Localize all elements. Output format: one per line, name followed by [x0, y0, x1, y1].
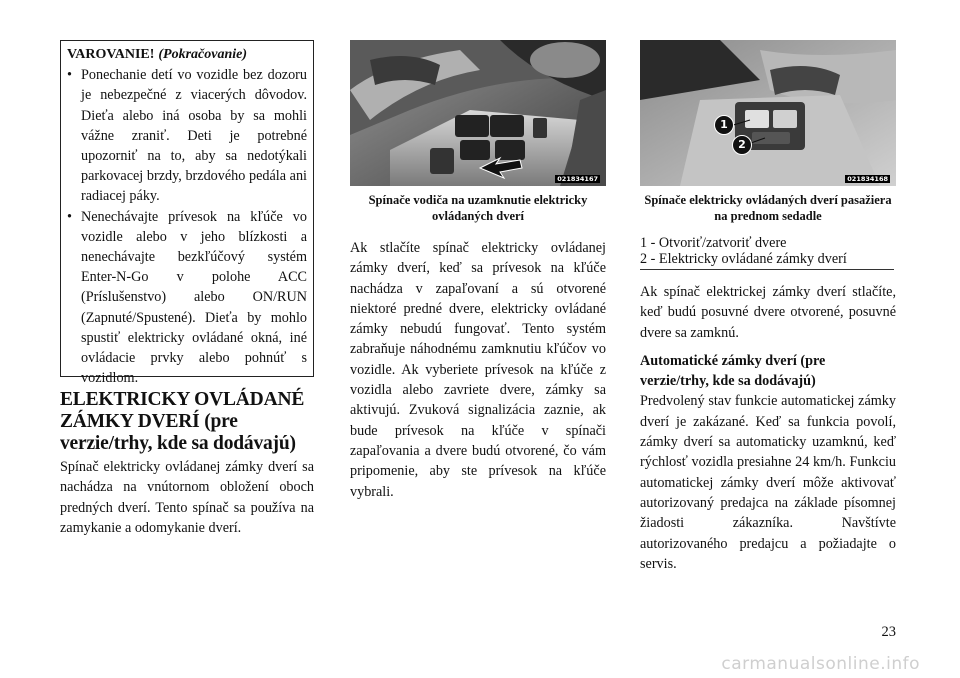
legend-item-1: 1 - Otvoriť/zatvoriť dvere: [640, 235, 787, 251]
warning-list: [67, 65, 307, 388]
driver-door-switch-photo: [350, 40, 606, 186]
figure-legend: [640, 236, 896, 270]
page-number: 23: [881, 624, 896, 640]
warning-box: [60, 40, 314, 387]
passenger-door-switch-photo: [640, 40, 896, 186]
figure-code: 021834167: [557, 175, 598, 183]
warning-title-text: VAROVANIE!: [67, 47, 155, 62]
column-right: [640, 40, 896, 574]
passenger-door-panel-illustration: [640, 40, 896, 186]
warning-item: • Ponechanie detí vo vozidle bez dozoru je nebezpečné z viacerých dôvodov. Dieťa alebo iná osoba by sa mohli vážne zraniť. Deti je potrebné upozorniť na to, aby sa nedotýkali parkovacej brzdy, brzdového pedála ani radiacej páky.: [67, 65, 307, 206]
warning-continued: (Pokračovanie): [158, 47, 248, 62]
figure-code: 021834168: [847, 175, 888, 183]
auto-locks-heading: Automatické zámky dverí (pre verzie/trhy, kde sa dodávajú): [640, 352, 826, 390]
callout-1: 1: [714, 115, 734, 135]
watermark: carmanualsonline.info: [721, 654, 920, 674]
sliding-door-text: Ak spínač elektrickej zámky dverí stlačíte, keď budú posuvné dvere otvorené, posuvné dvere sa zamknú.: [640, 284, 896, 341]
column-left: [60, 40, 314, 538]
legend-item-2: 2 - Elektricky ovládané zámky dverí: [640, 250, 847, 267]
section-intro: Spínač elektricky ovládanej zámky dverí sa nachádza na vnútornom obložení oboch predných dverí. Tento spínač sa používa na zamykanie a odomykanie dverí.: [60, 459, 314, 536]
warning-item: • Nenechávajte prívesok na kľúče vo vozidle alebo v jeho blízkosti a nenechávajte bezkľúčový systém Enter-N-Go v polohe ACC (Príslušenstvo) alebo ON/RUN (Zapnuté/Spustené). Dieťa by mohlo spustiť elektricky ovládané okná, iné ovládacie prvky alebo pohnúť s vozidlom.: [67, 207, 307, 389]
callout-2: 2: [732, 135, 752, 155]
auto-locks-text: Predvolený stav funkcie automatickej zámky dverí je zakázané. Keď sa funkcia povolí, zámky dverí sa automaticky uzamknú, keď rýchlosť vozidla presiahne 24 km/h. Funkciu automatickej zámky dverí môže aktivovať autorizovaný predajca na základe písomnej žiadosti zákazníka. Navštívte autorizovaného predajcu a požiadajte o servis.: [640, 393, 896, 572]
figure-caption: Spínače vodiča na uzamknutie elektricky ovládaných dverí: [368, 193, 588, 223]
warning-title: [67, 45, 307, 65]
figure-caption: Spínače elektricky ovládaných dverí pasažiera na prednom sedadle: [644, 193, 892, 223]
section-heading: ELEKTRICKY OVLÁDANÉ ZÁMKY DVERÍ (pre verzie/trhy, kde sa dodávajú): [60, 389, 305, 454]
column-middle: [350, 40, 606, 502]
legend-divider: [640, 269, 894, 270]
driver-door-panel-illustration: [350, 40, 606, 186]
lock-behavior-text: Ak stlačíte spínač elektricky ovládanej zámky dverí, keď sa prívesok na kľúče nachádza v zapaľovaní a sú otvorené niektoré predné dvere, elektricky ovládané zámky nebudú fungovať. Tento systém zabraňuje náhodnému zamknutiu kľúčov vo vozidle. Ak vyberiete prívesok na kľúče z vozidla alebo zavriete dvere, zámky sa aktivujú. Zvuková signalizácia zaznie, ak bude prívesok na kľúče v spínači zapaľovania a dvere budú otvorené, čo vám pripomenie, aby ste prívesok na kľúče vybrali.: [350, 240, 606, 500]
